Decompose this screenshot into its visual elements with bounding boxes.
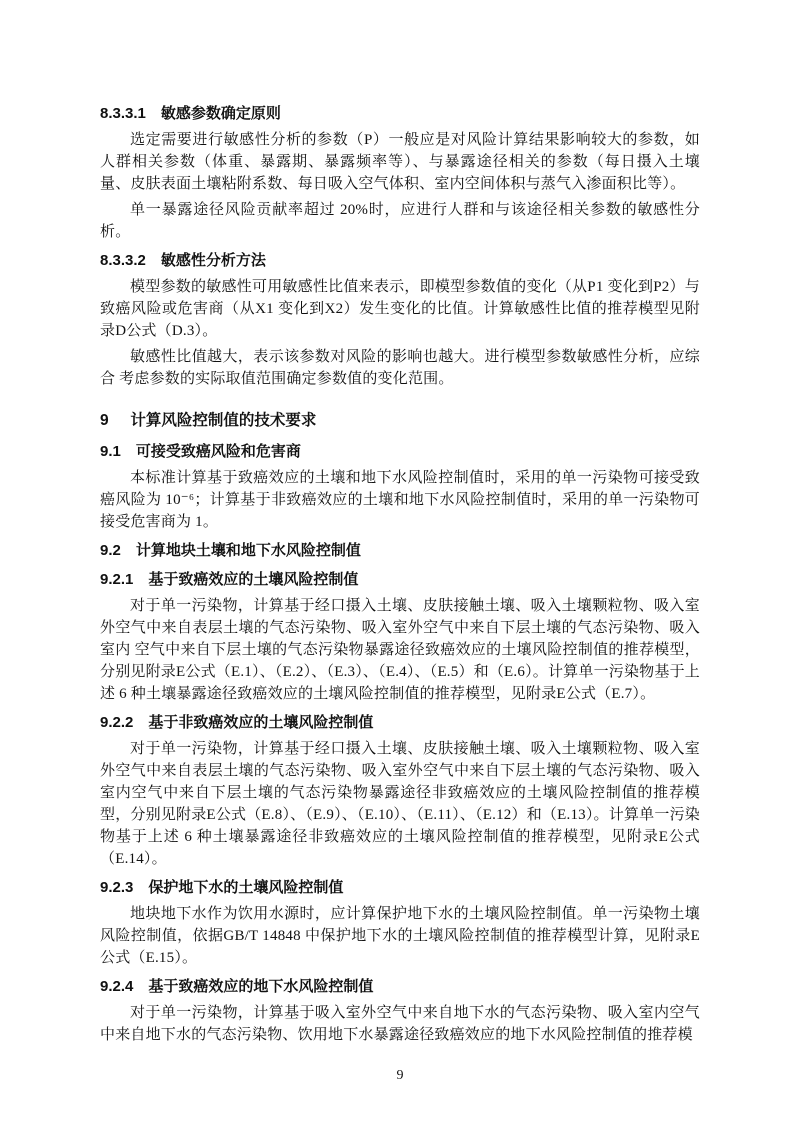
- section-number: 9.2.4: [100, 978, 134, 995]
- section-heading-9-2-1: [100, 569, 700, 591]
- document-content: [100, 103, 700, 1046]
- paragraph: 对于单一污染物，计算基于吸入室外空气中来自地下水的气态污染物、吸入室内空气中来自地下水的气态污染物、饮用地下水暴露途径致癌效应的地下水风险控制值的推荐模: [100, 1005, 700, 1043]
- section-heading-9-2-2: [100, 712, 700, 734]
- section-heading-8-3-3-1: [100, 103, 700, 125]
- section-title: 敏感性分析方法: [160, 252, 266, 269]
- paragraph: 选定需要进行敏感性分析的参数（P）一般应是对风险计算结果影响较大的参数，如人群相关参数（体重、暴露期、暴露频率等）、与暴露途径相关的参数（每日摄入土壤量、皮肤表面土壤粘附系数、每日吸入空气体积、室内空间体积与蒸气入渗面积比等）。: [100, 132, 700, 192]
- paragraph: 本标准计算基于致癌效应的土壤和地下水风险控制值时，采用的单一污染物可接受致癌风险为 10⁻⁶；计算基于非致癌效应的土壤和地下水风险控制值时，采用的单一污染物可接受危害商为 1。: [100, 470, 700, 530]
- section-number: 9.2.2: [100, 714, 134, 731]
- section-number: 9: [100, 412, 109, 429]
- paragraph: 单一暴露途径风险贡献率超过 20%时，应进行人群和与该途径相关参数的敏感性分析。: [100, 202, 700, 240]
- paragraph: 对于单一污染物，计算基于经口摄入土壤、皮肤接触土壤、吸入土壤颗粒物、吸入室外空气中来自表层土壤的气态污染物、吸入室外空气中来自下层土壤的气态污染物、吸入室内 空气中来自下层土壤的气态污染物暴露途径致癌效应的土壤风险控制值的推荐模型，分别见附录E公式（E.1）、（E.2）、（E.3）、（E.4）、（E.5）和（E.6）。计算单一污染物基于上述 6 种土壤暴露途径致癌效应的土壤风险控制值的推荐模型，见附录E公式（E.7）。: [100, 598, 700, 702]
- section-heading-9: [100, 410, 700, 432]
- section-heading-9-2-4: [100, 976, 700, 998]
- section-title: 基于致癌效应的地下水风险控制值: [148, 978, 374, 995]
- section-number: 9.2: [100, 542, 121, 559]
- section-title: 基于致癌效应的土壤风险控制值: [148, 571, 359, 588]
- section-title: 敏感参数确定原则: [160, 105, 281, 122]
- section-heading-9-2-3: [100, 877, 700, 899]
- section-title: 计算风险控制值的技术要求: [130, 412, 317, 429]
- section-title: 基于非致癌效应的土壤风险控制值: [148, 714, 374, 731]
- section-title: 保护地下水的土壤风险控制值: [148, 879, 344, 896]
- section-number: 9.2.1: [100, 571, 134, 588]
- section-number: 8.3.3.2: [100, 252, 146, 269]
- section-heading-9-1: [100, 441, 700, 463]
- section-number: 9.1: [100, 443, 121, 460]
- paragraph: 模型参数的敏感性可用敏感性比值来表示，即模型参数值的变化（从P1 变化到P2）与致癌风险或危害商（从X1 变化到X2）发生变化的比值。计算敏感性比值的推荐模型见附录D公式（D.3）。: [100, 279, 700, 339]
- paragraph: 敏感性比值越大，表示该参数对风险的影响也越大。进行模型参数敏感性分析，应综合 考虑参数的实际取值范围确定参数值的变化范围。: [100, 349, 700, 387]
- section-title: 可接受致癌风险和危害商: [135, 443, 301, 460]
- paragraph: 地块地下水作为饮用水源时，应计算保护地下水的土壤风险控制值。单一污染物土壤风险控制值，依据GB/T 14848 中保护地下水的土壤风险控制值的推荐模型计算，见附录E公式（E.15）。: [100, 906, 700, 966]
- section-heading-9-2: [100, 540, 700, 562]
- section-number: 8.3.3.1: [100, 105, 146, 122]
- paragraph: 对于单一污染物，计算基于经口摄入土壤、皮肤接触土壤、吸入土壤颗粒物、吸入室外空气中来自表层土壤的气态污染物、吸入室外空气中来自下层土壤的气态污染物、吸入室内空气中来自下层土壤的气态污染物暴露途径非致癌效应的土壤风险控制值的推荐模型，分别见附录E公式（E.8）、（E.9）、（E.10）、（E.11）、（E.12）和（E.13）。计算单一污染物基于上述 6 种土壤暴露途径非致癌效应的土壤风险控制值的推荐模型，见附录E公式（E.14）。: [100, 741, 700, 867]
- page-number: 9: [396, 1068, 404, 1083]
- section-number: 9.2.3: [100, 879, 134, 896]
- section-heading-8-3-3-2: [100, 250, 700, 272]
- section-title: 计算地块土壤和地下水风险控制值: [135, 542, 361, 559]
